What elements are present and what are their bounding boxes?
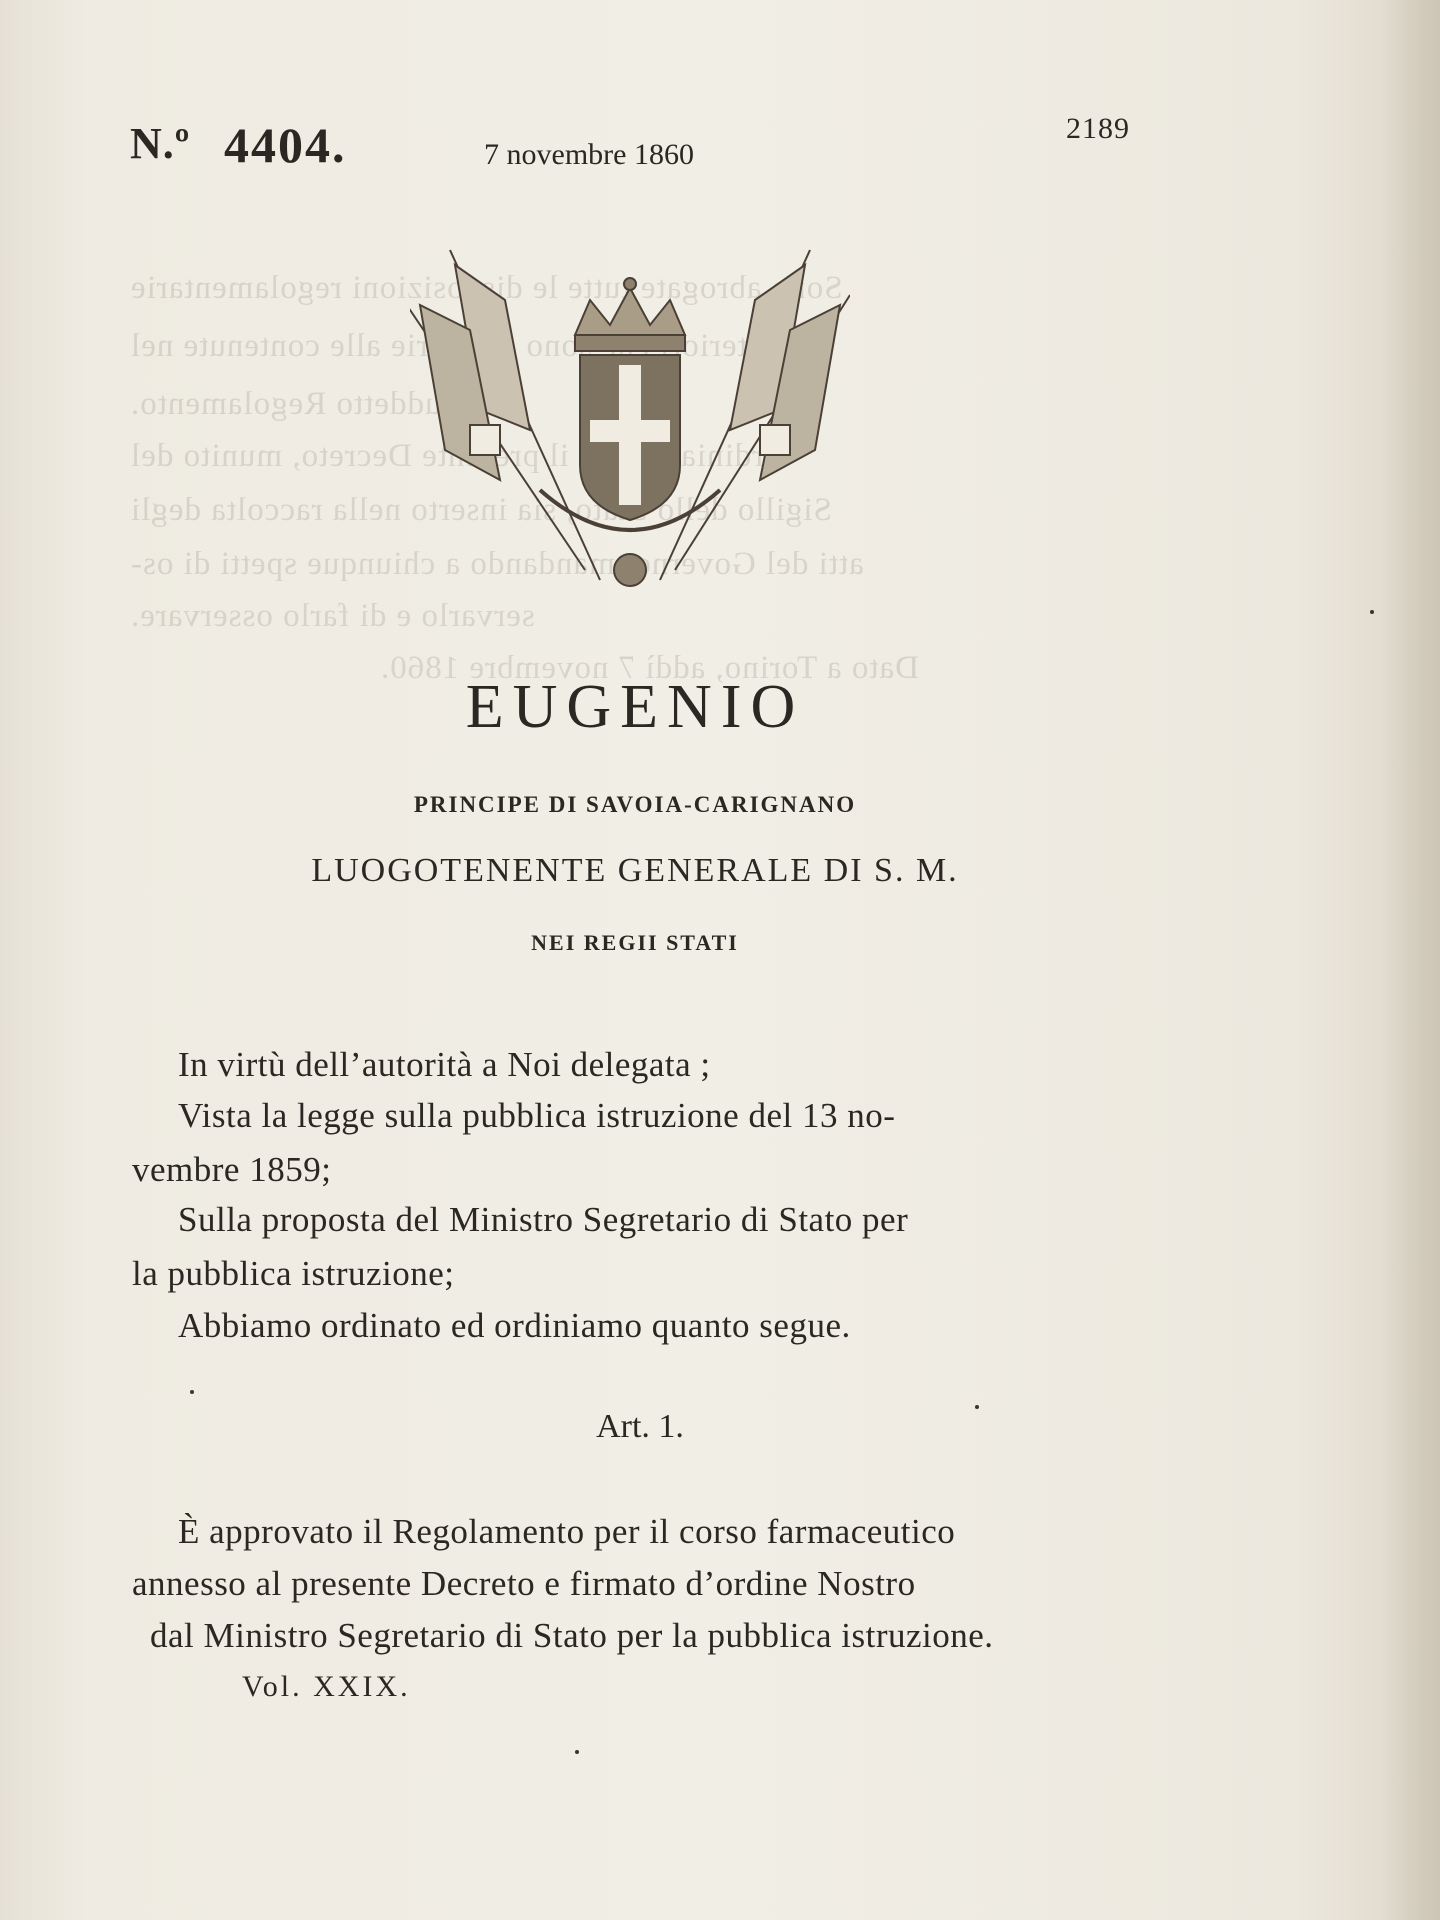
ink-speck xyxy=(575,1750,579,1754)
ink-speck xyxy=(190,1390,194,1394)
decree-number: 4404. xyxy=(224,117,347,173)
preamble-line: la pubblica istruzione; xyxy=(132,1254,455,1293)
preamble-line: Vista la legge sulla pubblica istruzione del 13 no- xyxy=(178,1096,896,1135)
bleed-through: suddetto Regolamento. xyxy=(130,386,456,422)
savoy-coat-of-arms-icon xyxy=(410,240,850,600)
decree-date: 7 novembre 1860 xyxy=(484,138,694,171)
volume-footer: Vol. XXIX. xyxy=(242,1670,411,1703)
issuer-title: PRINCIPE DI SAVOIA-CARIGNANO xyxy=(413,792,857,817)
ink-speck xyxy=(1370,610,1374,614)
issuer-jurisdiction: NEI REGII STATI xyxy=(531,930,739,955)
issuer-office: LUOGOTENENTE GENERALE DI S. M. xyxy=(311,852,959,889)
bleed-through: anteriori sono alle contenute nel xyxy=(130,328,780,364)
page-number: 2189 xyxy=(1066,112,1130,145)
article-line: dal Ministro Segretario di Stato per la pubblica istruzione. xyxy=(150,1616,994,1655)
bleed-through: Sono abrogate tutte le disposizioni regolamentarie xyxy=(130,270,843,306)
article-heading: Art. 1. xyxy=(596,1408,684,1445)
bleed-through: atti del Governo, mandando a chiunque spetti di os- xyxy=(130,546,864,582)
preamble-line: Abbiamo ordinato ed ordiniamo quanto segue. xyxy=(178,1306,851,1345)
bleed-through: Sigillo dello Stato, sia inserto nella raccolta degli xyxy=(130,492,832,528)
preamble-line: vembre 1859; xyxy=(132,1150,332,1189)
article-line: annesso al presente Decreto e firmato d’ordine Nostro xyxy=(132,1564,916,1603)
ink-speck xyxy=(975,1405,979,1409)
preamble-line: In virtù dell’autorità a Noi delegata ; xyxy=(178,1045,711,1084)
article-line: È approvato il Regolamento per il corso farmaceutico xyxy=(178,1512,956,1551)
bleed-through: servarlo e di farlo osservare. xyxy=(130,598,535,634)
issuer-name: EUGENIO xyxy=(465,673,805,741)
bleed-through: Dato a Torino, addì 7 novembre 1860. xyxy=(380,650,919,686)
bleed-through: Ordiniamo il Decreto, munito del xyxy=(130,438,789,474)
preamble-line: Sulla proposta del Ministro Segretario di Stato per xyxy=(178,1200,909,1239)
decree-number-label: N.º xyxy=(130,119,191,168)
